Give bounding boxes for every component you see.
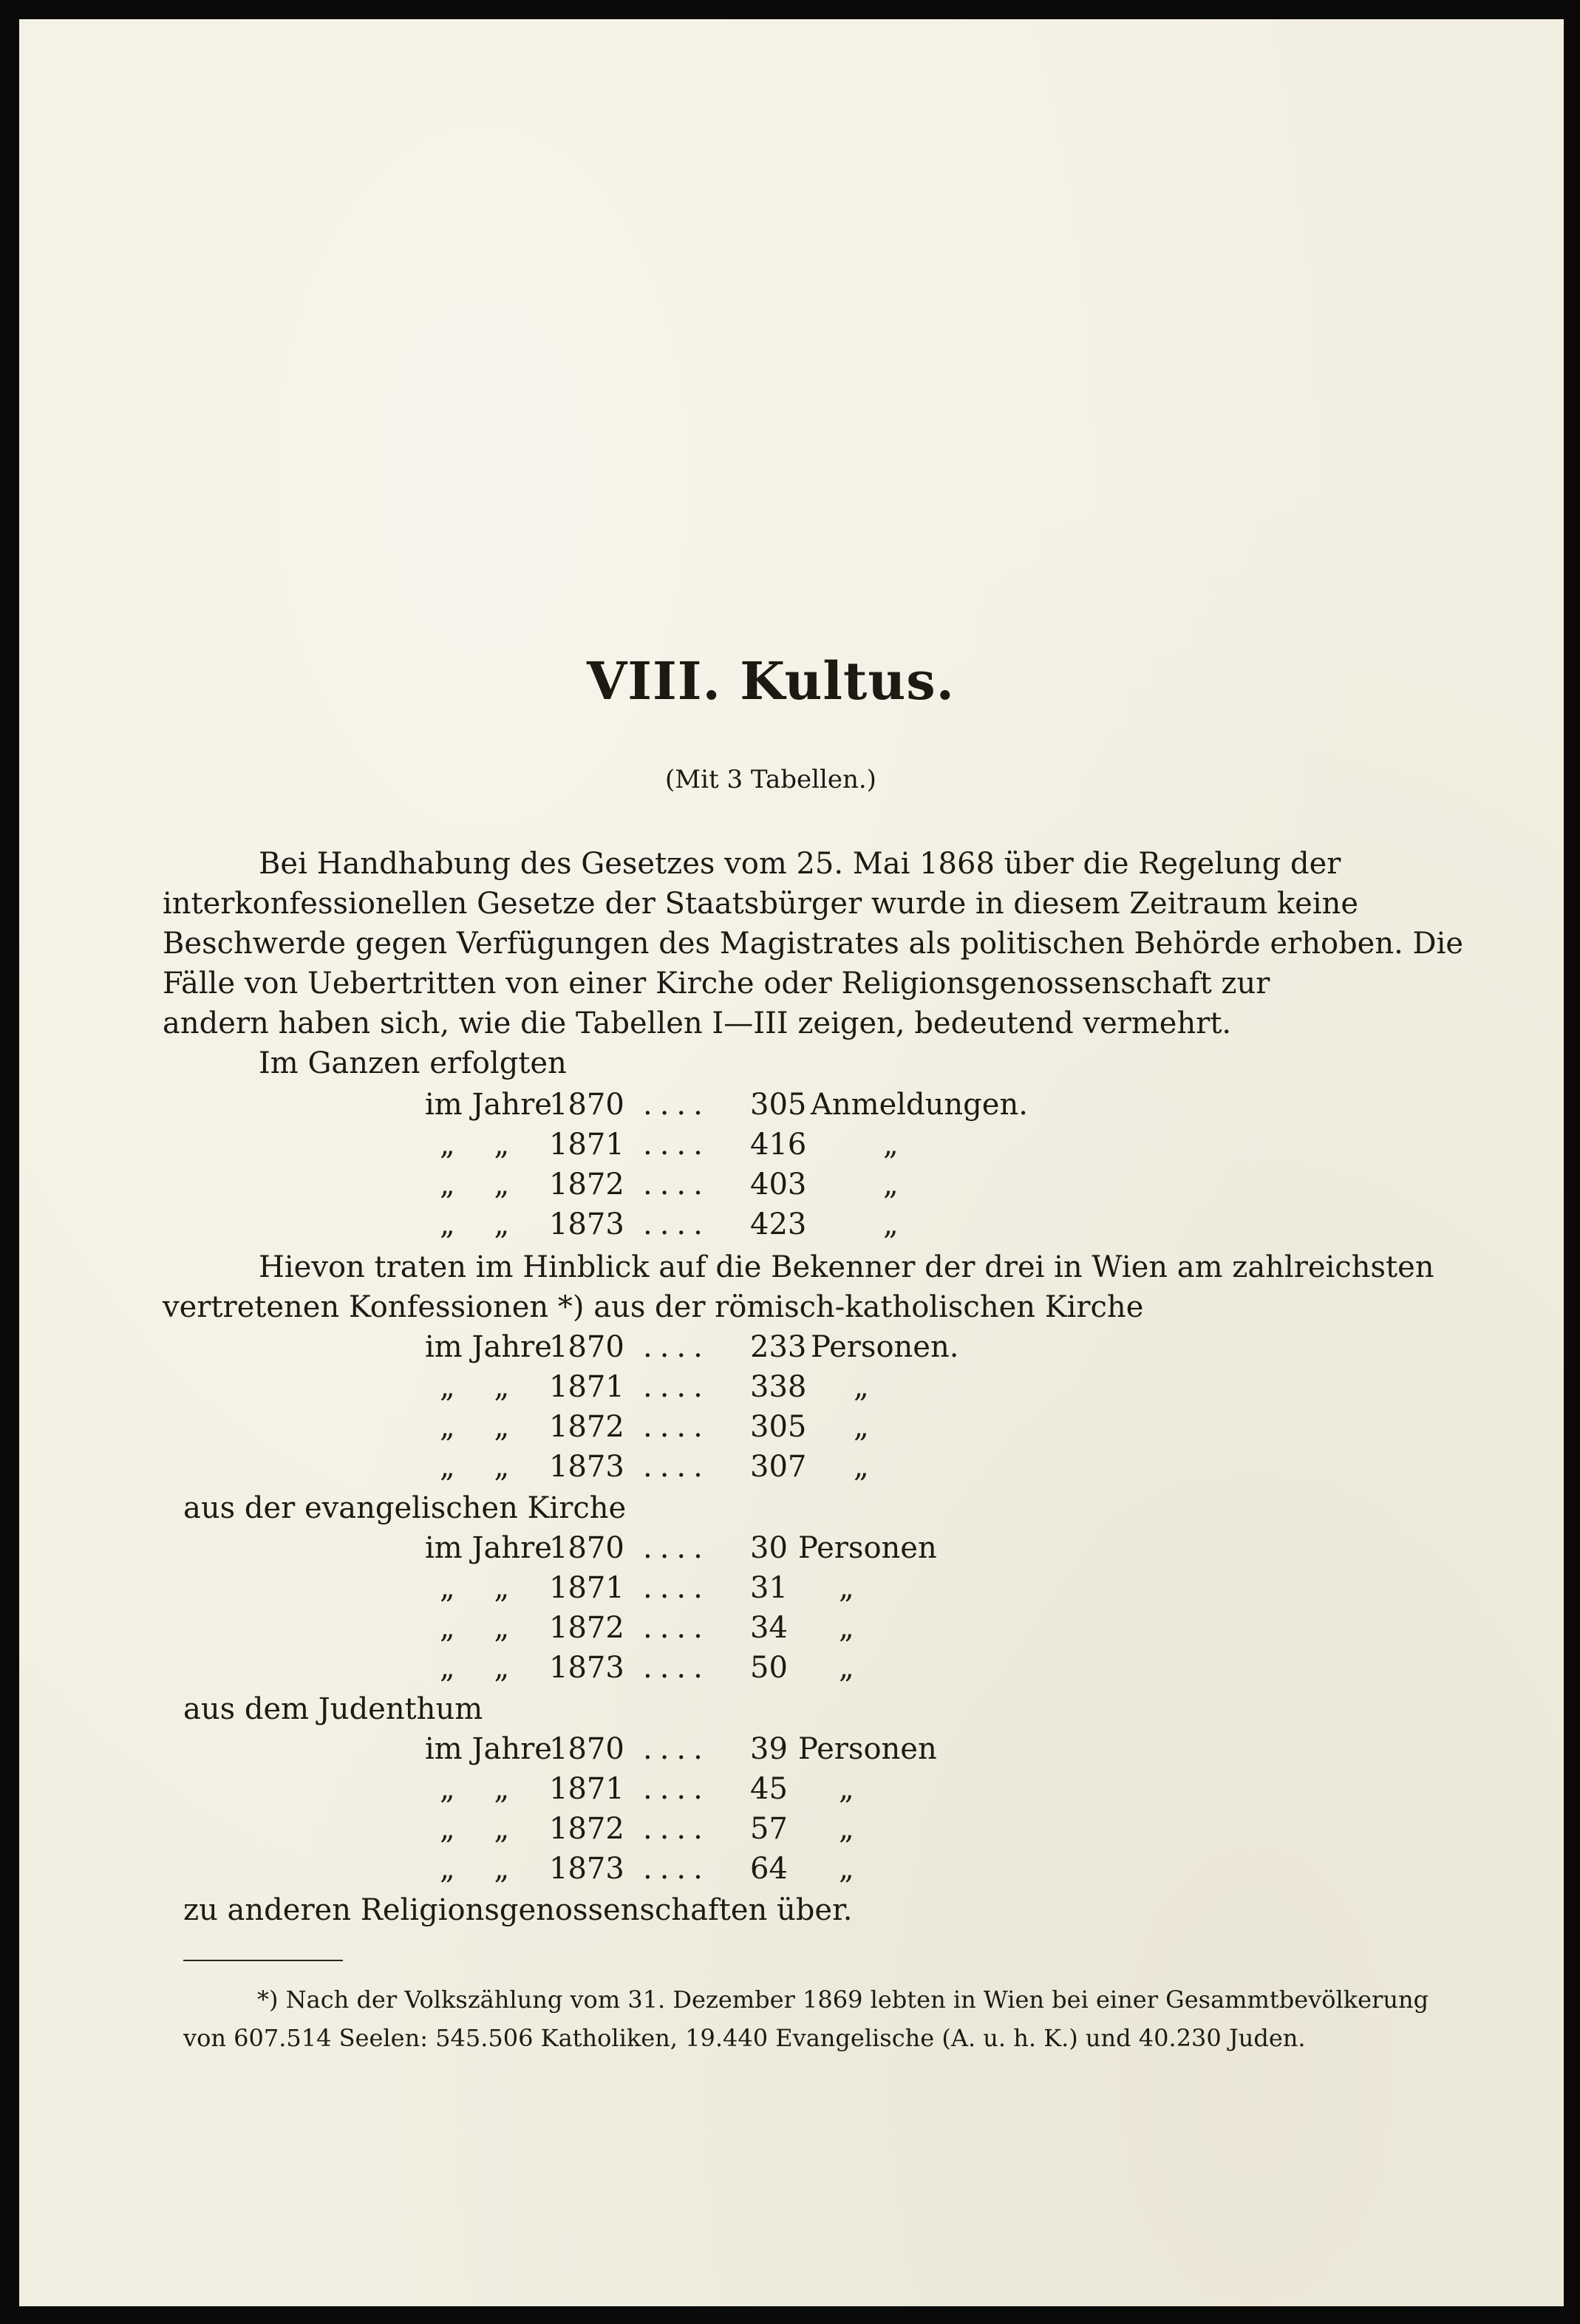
row-count: 233 — [750, 1330, 807, 1364]
row-unit: „ — [854, 1370, 869, 1404]
row-dots: .... — [643, 1571, 710, 1605]
row-count: 50 — [750, 1651, 788, 1685]
row-year: 1873 — [549, 1450, 624, 1484]
page-subtitle: (Mit 3 Tabellen.) — [665, 765, 876, 794]
row-unit: „ — [839, 1812, 854, 1846]
row-count: 31 — [750, 1571, 788, 1605]
row-count: 57 — [750, 1812, 788, 1846]
row-dots: .... — [643, 1330, 710, 1364]
intro-line: Beschwerde gegen Verfügungen des Magistrates als politischen Behörde erhoben. Die — [163, 927, 1464, 961]
row-year: 1873 — [549, 1651, 624, 1685]
footnote-divider — [183, 1960, 343, 1961]
row-prefix: „ „ — [440, 1611, 510, 1645]
row-unit: Anmeldungen. — [811, 1088, 1028, 1122]
row-prefix: „ „ — [440, 1651, 510, 1685]
row-dots: .... — [643, 1370, 710, 1404]
row-year: 1873 — [549, 1852, 624, 1886]
row-year: 1872 — [549, 1168, 624, 1202]
row-year: 1871 — [549, 1571, 624, 1605]
row-prefix: im Jahre — [425, 1732, 552, 1766]
hievon-paragraph — [163, 1247, 1434, 1327]
row-dots: .... — [643, 1611, 710, 1645]
row-unit: „ — [839, 1611, 854, 1645]
row-count: 64 — [750, 1852, 788, 1886]
row-unit: „ — [854, 1410, 869, 1444]
row-dots: .... — [643, 1128, 710, 1162]
row-count: 416 — [750, 1128, 807, 1162]
row-count: 307 — [750, 1450, 807, 1484]
row-unit: „ — [839, 1571, 854, 1605]
row-unit: „ — [854, 1450, 869, 1484]
row-prefix: im Jahre — [425, 1531, 552, 1565]
row-prefix: im Jahre — [425, 1330, 552, 1364]
row-year: 1872 — [549, 1410, 624, 1444]
row-dots: .... — [643, 1651, 710, 1685]
row-unit: „ — [839, 1852, 854, 1886]
row-unit: Personen. — [811, 1330, 959, 1364]
hievon-line: Hievon traten im Hinblick auf die Bekenner der drei in Wien am zahlreichsten — [259, 1250, 1434, 1284]
row-prefix: „ „ — [440, 1410, 510, 1444]
row-unit: Personen — [798, 1531, 937, 1565]
row-year: 1873 — [549, 1207, 624, 1241]
row-year: 1870 — [549, 1088, 624, 1122]
intro-line: Bei Handhabung des Gesetzes vom 25. Mai 1868 über die Regelung der — [259, 847, 1341, 881]
footnote-line: *) Nach der Volkszählung vom 31. Dezember 1869 lebten in Wien bei einer Gesammtbevölkerung — [257, 1986, 1429, 2014]
row-year: 1871 — [549, 1128, 624, 1162]
row-prefix: „ „ — [440, 1168, 510, 1202]
row-dots: .... — [643, 1772, 710, 1806]
row-prefix: „ „ — [440, 1812, 510, 1846]
row-count: 39 — [750, 1732, 788, 1766]
row-dots: .... — [643, 1732, 710, 1766]
row-unit: „ — [883, 1168, 899, 1202]
row-prefix: „ „ — [440, 1852, 510, 1886]
row-count: 45 — [750, 1772, 788, 1806]
row-unit: „ — [883, 1128, 899, 1162]
evangelic-heading: aus der evangelischen Kirche — [183, 1491, 627, 1525]
row-year: 1872 — [549, 1812, 624, 1846]
total-intro: Im Ganzen erfolgten — [259, 1046, 567, 1080]
row-dots: .... — [643, 1088, 710, 1122]
intro-line: andern haben sich, wie die Tabellen I—III zeigen, bedeutend vermehrt. — [163, 1006, 1232, 1040]
row-prefix: „ „ — [440, 1450, 510, 1484]
row-dots: .... — [643, 1812, 710, 1846]
intro-paragraph — [163, 844, 1464, 1043]
row-count: 34 — [750, 1611, 788, 1645]
row-prefix: „ „ — [440, 1772, 510, 1806]
row-prefix: „ „ — [440, 1370, 510, 1404]
row-year: 1870 — [549, 1330, 624, 1364]
row-count: 423 — [750, 1207, 807, 1241]
row-year: 1870 — [549, 1732, 624, 1766]
row-dots: .... — [643, 1852, 710, 1886]
row-unit: „ — [839, 1772, 854, 1806]
closing-line: zu anderen Religionsgenossenschaften über. — [183, 1893, 853, 1927]
row-count: 305 — [750, 1410, 807, 1444]
row-count: 403 — [750, 1168, 807, 1202]
row-prefix: „ „ — [440, 1128, 510, 1162]
hievon-line: vertretenen Konfessionen *) aus der römisch-katholischen Kirche — [163, 1290, 1144, 1324]
intro-line: Fälle von Uebertritten von einer Kirche oder Religionsgenossenschaft zur — [163, 967, 1270, 1001]
jewish-heading: aus dem Judenthum — [183, 1692, 483, 1726]
row-prefix: „ „ — [440, 1571, 510, 1605]
row-year: 1870 — [549, 1531, 624, 1565]
row-year: 1872 — [549, 1611, 624, 1645]
row-unit: „ — [839, 1651, 854, 1685]
row-dots: .... — [643, 1207, 710, 1241]
intro-line: interkonfessionellen Gesetze der Staatsbürger wurde in diesem Zeitraum keine — [163, 887, 1359, 921]
row-dots: .... — [643, 1410, 710, 1444]
page-title: VIII. Kultus. — [586, 650, 956, 712]
row-prefix: „ „ — [440, 1207, 510, 1241]
row-count: 305 — [750, 1088, 807, 1122]
footnote-line: von 607.514 Seelen: 545.506 Katholiken, 19.440 Evangelische (A. u. h. K.) und 40.230 Juden. — [183, 2024, 1306, 2052]
row-year: 1871 — [549, 1772, 624, 1806]
row-count: 30 — [750, 1531, 788, 1565]
row-dots: .... — [643, 1531, 710, 1565]
row-unit: Personen — [798, 1732, 937, 1766]
row-year: 1871 — [549, 1370, 624, 1404]
row-dots: .... — [643, 1168, 710, 1202]
row-unit: „ — [883, 1207, 899, 1241]
row-count: 338 — [750, 1370, 807, 1404]
row-prefix: im Jahre — [425, 1088, 552, 1122]
row-dots: .... — [643, 1450, 710, 1484]
